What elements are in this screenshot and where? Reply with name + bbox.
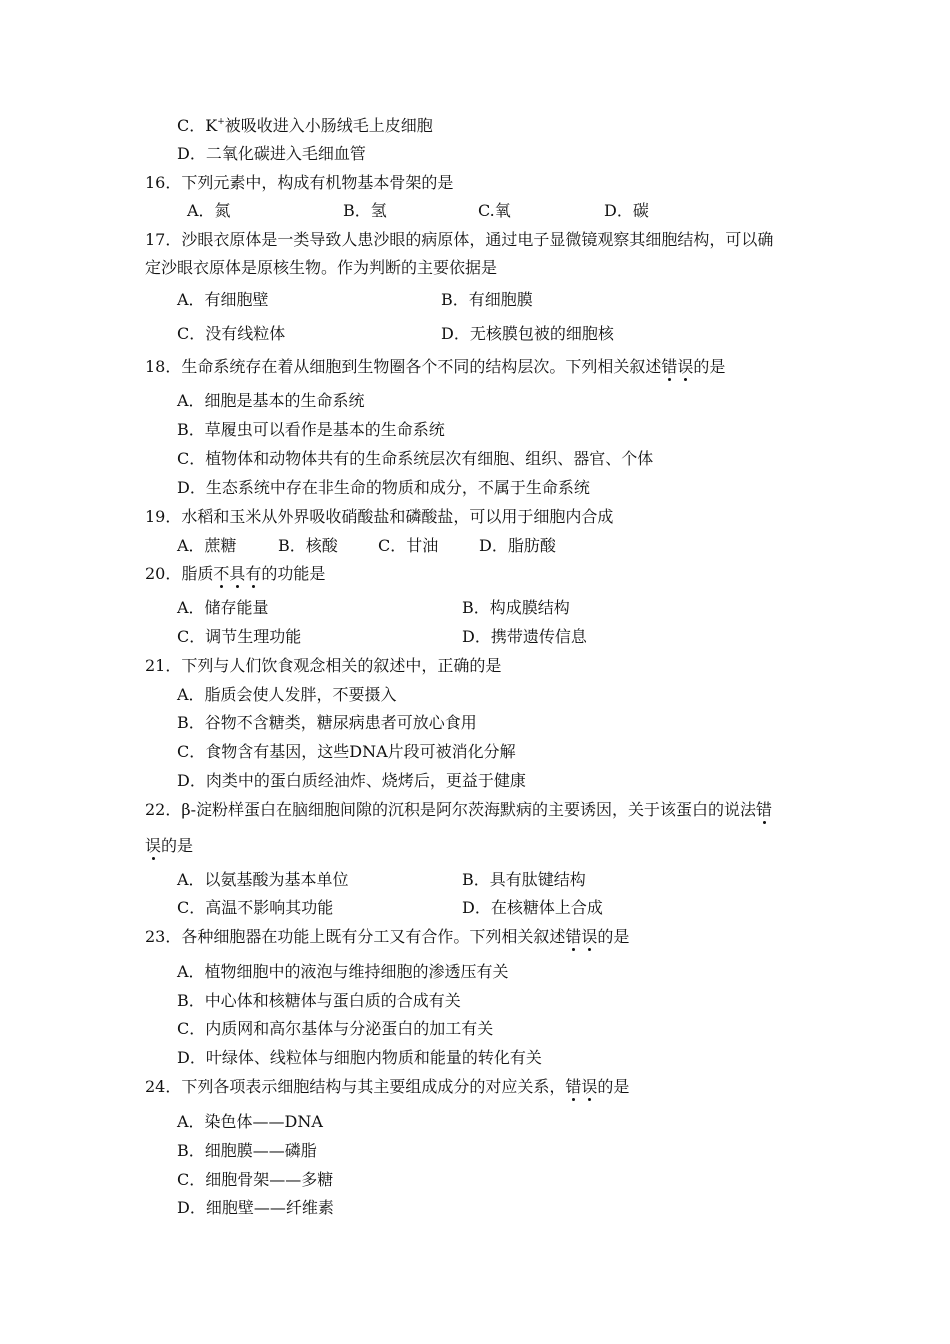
q16-option-d: D．碳 <box>604 201 649 220</box>
q22-stem-cont <box>145 836 193 856</box>
q19-stem: 19．水稻和玉米从外界吸收硝酸盐和磷酸盐，可以用于细胞内合成 <box>145 507 614 526</box>
q19-option-b: B．核酸 <box>278 536 338 555</box>
q22-option-a: A．以氨基酸为基本单位 <box>177 870 349 889</box>
q17-stem: 17．沙眼衣原体是一类导致人患沙眼的病原体，通过电子显微镜观察其细胞结构，可以确 <box>145 230 774 249</box>
q21-stem: 21．下列与人们饮食观念相关的叙述中，正确的是 <box>145 656 502 675</box>
emphasis-text: 不 <box>213 564 230 583</box>
q21-option-c: C．食物含有基因，这些DNA片段可被消化分解 <box>177 742 516 761</box>
q18-option-b: B．草履虫可以看作是基本的生命系统 <box>177 420 445 439</box>
emphasis-text: 错 <box>661 357 678 376</box>
stem-text: 23．各种细胞器在功能上既有分工又有合作。下列相关叙述 <box>145 927 566 946</box>
q16-stem: 16．下列元素中，构成有机物基本骨架的是 <box>145 173 454 192</box>
emphasis-text: 错 <box>565 927 582 946</box>
q24-option-d: D．细胞壁——纤维素 <box>177 1198 334 1217</box>
q18-option-c: C．植物体和动物体共有的生命系统层次有细胞、组织、器官、个体 <box>177 449 654 468</box>
q17-option-b: B．有细胞膜 <box>441 290 533 309</box>
q18-stem <box>145 357 725 377</box>
q23-option-c: C．内质网和高尔基体与分泌蛋白的加工有关 <box>177 1019 494 1038</box>
q20-stem <box>145 564 325 584</box>
q21-option-a: A．脂质会使人发胖，不要摄入 <box>177 685 397 704</box>
q16-option-a: A．氮 <box>187 201 231 220</box>
q21-option-b: B．谷物不含糖类，糖尿病患者可放心食用 <box>177 713 477 732</box>
q21-option-d: D．肉类中的蛋白质经油炸、烧烤后，更益于健康 <box>177 771 526 790</box>
q19-option-a: A．蔗糖 <box>177 536 237 555</box>
stem-text: 的是 <box>597 927 630 946</box>
emphasis-text: 误 <box>581 1077 598 1096</box>
q17-option-a: A．有细胞壁 <box>177 290 269 309</box>
q15-option-c <box>177 116 433 136</box>
q24-option-a: A．染色体——DNA <box>177 1112 323 1131</box>
q16-option-b: B．氢 <box>343 201 387 220</box>
q24-stem <box>145 1077 629 1097</box>
stem-text: 的是 <box>161 836 194 855</box>
q24-option-c: C．细胞骨架——多糖 <box>177 1170 334 1189</box>
superscript: + <box>217 117 225 127</box>
q18-option-a: A．细胞是基本的生命系统 <box>177 391 365 410</box>
emphasis-text: 误 <box>145 836 162 855</box>
stem-text: 的是 <box>693 357 726 376</box>
stem-text: 18．生命系统存在着从细胞到生物圈各个不同的结构层次。下列相关叙述 <box>145 357 662 376</box>
q22-stem <box>145 800 772 820</box>
q15-option-d: D．二氧化碳进入毛细血管 <box>177 144 366 163</box>
q20-option-a: A．储存能量 <box>177 598 269 617</box>
emphasis-text: 误 <box>677 357 694 376</box>
q16-option-c: C.氧 <box>478 201 511 220</box>
stem-text: 的功能是 <box>261 564 326 583</box>
q17-option-c: C．没有线粒体 <box>177 324 286 343</box>
q17-stem-cont: 定沙眼衣原体是原核生物。作为判断的主要依据是 <box>145 258 498 277</box>
emphasis-text: 错 <box>565 1077 582 1096</box>
q17-option-d: D．无核膜包被的细胞核 <box>441 324 614 343</box>
stem-text: 22．β-淀粉样蛋白在脑细胞间隙的沉积是阿尔茨海默病的主要诱因，关于该蛋白的说法 <box>145 800 757 819</box>
stem-text: 的是 <box>597 1077 630 1096</box>
q24-option-b: B．细胞膜——磷脂 <box>177 1141 317 1160</box>
stem-text: 20．脂质 <box>145 564 214 583</box>
q19-option-d: D．脂肪酸 <box>479 536 556 555</box>
emphasis-text: 有 <box>245 564 262 583</box>
stem-text: 24．下列各项表示细胞结构与其主要组成成分的对应关系， <box>145 1077 566 1096</box>
q22-option-b: B．具有肽键结构 <box>462 870 586 889</box>
emphasis-text: 误 <box>581 927 598 946</box>
q20-option-b: B．构成膜结构 <box>462 598 570 617</box>
option-text: 被吸收进入小肠绒毛上皮细胞 <box>224 116 433 135</box>
q22-option-d: D．在核糖体上合成 <box>462 898 603 917</box>
q23-option-d: D．叶绿体、线粒体与细胞内物质和能量的转化有关 <box>177 1048 542 1067</box>
q18-option-d: D．生态系统中存在非生命的物质和成分，不属于生命系统 <box>177 478 590 497</box>
emphasis-text: 具 <box>229 564 246 583</box>
q19-option-c: C．甘油 <box>378 536 439 555</box>
q22-option-c: C．高温不影响其功能 <box>177 898 334 917</box>
emphasis-text: 错 <box>756 800 773 819</box>
q23-option-b: B．中心体和核糖体与蛋白质的合成有关 <box>177 991 461 1010</box>
option-text: C．K <box>177 116 218 135</box>
q20-option-c: C．调节生理功能 <box>177 627 302 646</box>
q23-stem <box>145 927 629 947</box>
q20-option-d: D．携带遗传信息 <box>462 627 587 646</box>
q23-option-a: A．植物细胞中的液泡与维持细胞的渗透压有关 <box>177 962 509 981</box>
